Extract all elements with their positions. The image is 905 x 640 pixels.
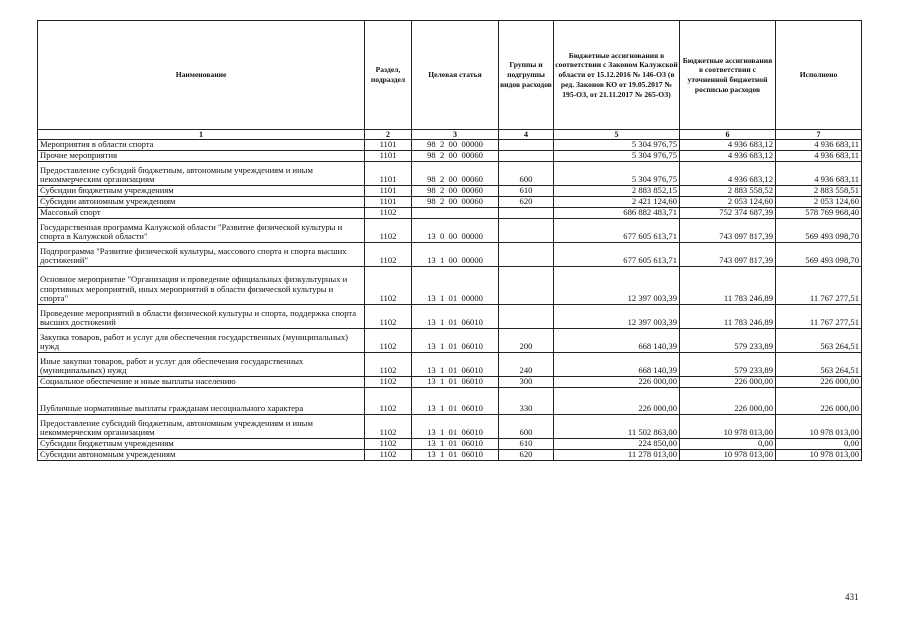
row-target: 13 1 00 00000: [412, 243, 499, 267]
row-refined-amount: 4 936 683,12: [680, 151, 776, 162]
table-row: [38, 151, 862, 162]
row-target: 13 1 01 06010: [412, 353, 499, 377]
row-executed-amount: 226 000,00: [776, 377, 862, 388]
row-group: [499, 140, 554, 151]
row-executed-amount: 2 883 558,51: [776, 186, 862, 197]
row-section: 1102: [365, 415, 412, 439]
row-law-amount: 2 883 852,15: [554, 186, 680, 197]
table-row: [38, 377, 862, 388]
row-name: Мероприятия в области спорта: [38, 140, 365, 151]
row-refined-amount: 11 783 246,89: [680, 267, 776, 305]
row-group: 620: [499, 197, 554, 208]
row-name: Субсидии бюджетным учреждениям: [38, 186, 365, 197]
row-name: Иные закупки товаров, работ и услуг для обеспечения государственных (муниципальных) нужд: [38, 353, 365, 377]
row-name: Субсидии автономным учреждениям: [38, 450, 365, 461]
row-group: 200: [499, 329, 554, 353]
table-row: [38, 243, 862, 267]
column-number-row: [38, 130, 862, 140]
row-executed-amount: 569 493 098,70: [776, 219, 862, 243]
row-section: 1102: [365, 208, 412, 219]
row-group: 610: [499, 186, 554, 197]
row-group: 600: [499, 162, 554, 186]
row-group: [499, 305, 554, 329]
row-executed-amount: 578 769 968,40: [776, 208, 862, 219]
row-section: 1102: [365, 353, 412, 377]
row-section: 1102: [365, 388, 412, 415]
row-refined-amount: 743 097 817,39: [680, 219, 776, 243]
row-target: 13 1 01 06010: [412, 329, 499, 353]
header-refined: Бюджетные ассигнования в соответствии с уточненной бюджетной росписью расходов: [680, 21, 776, 130]
header-law: Бюджетные ассигнования в соответствии с Законом Калужской области от 15.12.2016 № 146-ОЗ (в ред. Законов КО от 19.05.2017 № 195-ОЗ, от 21.11.2017 № 265-ОЗ): [554, 21, 680, 130]
row-name: Публичные нормативные выплаты гражданам несоциального характера: [38, 388, 365, 415]
row-section: 1102: [365, 329, 412, 353]
column-number: 2: [365, 130, 412, 140]
row-group: [499, 243, 554, 267]
row-name: Основное мероприятие "Организация и проведение официальных физкультурных и спортивных мероприятий, иных мероприятий в области физической культуры и спорта": [38, 267, 365, 305]
row-executed-amount: 10 978 013,00: [776, 415, 862, 439]
row-refined-amount: 4 936 683,12: [680, 140, 776, 151]
row-law-amount: 686 882 483,71: [554, 208, 680, 219]
row-section: 1102: [365, 377, 412, 388]
row-name: Закупка товаров, работ и услуг для обеспечения государственных (муниципальных) нужд: [38, 329, 365, 353]
row-name: Проведение мероприятий в области физической культуры и спорта, поддержка спорта высших достижений: [38, 305, 365, 329]
row-law-amount: 226 000,00: [554, 388, 680, 415]
row-target: 98 2 00 00060: [412, 162, 499, 186]
row-executed-amount: 563 264,51: [776, 353, 862, 377]
table-row: [38, 450, 862, 461]
page-number: 431: [845, 592, 859, 602]
column-number: 4: [499, 130, 554, 140]
header-name: Наименование: [38, 21, 365, 130]
row-target: 98 2 00 00060: [412, 197, 499, 208]
table-row: [38, 439, 862, 450]
column-number: 6: [680, 130, 776, 140]
row-name: Предоставление субсидий бюджетным, автономным учреждениям и иным некоммерческим организациям: [38, 415, 365, 439]
table-header-row: [38, 21, 862, 130]
row-law-amount: 668 140,39: [554, 329, 680, 353]
row-law-amount: 5 304 976,75: [554, 162, 680, 186]
row-name: Социальное обеспечение и иные выплаты населению: [38, 377, 365, 388]
row-law-amount: 226 000,00: [554, 377, 680, 388]
column-number: 1: [38, 130, 365, 140]
table-row: [38, 197, 862, 208]
row-refined-amount: 10 978 013,00: [680, 415, 776, 439]
row-executed-amount: 569 493 098,70: [776, 243, 862, 267]
row-group: [499, 151, 554, 162]
header-executed: Исполнено: [776, 21, 862, 130]
row-law-amount: 677 605 613,71: [554, 219, 680, 243]
row-section: 1101: [365, 197, 412, 208]
row-group: [499, 267, 554, 305]
table-row: [38, 162, 862, 186]
row-refined-amount: 579 233,89: [680, 329, 776, 353]
row-target: 13 1 01 06010: [412, 450, 499, 461]
table-row: [38, 208, 862, 219]
row-group: 240: [499, 353, 554, 377]
header-section: Раздел, подраздел: [365, 21, 412, 130]
row-section: 1101: [365, 162, 412, 186]
row-executed-amount: 4 936 683,11: [776, 151, 862, 162]
row-executed-amount: 2 053 124,60: [776, 197, 862, 208]
table-row: [38, 219, 862, 243]
row-refined-amount: 226 000,00: [680, 388, 776, 415]
row-refined-amount: 2 053 124,60: [680, 197, 776, 208]
row-refined-amount: 2 883 558,52: [680, 186, 776, 197]
row-executed-amount: 11 767 277,51: [776, 305, 862, 329]
row-executed-amount: 10 978 013,00: [776, 450, 862, 461]
table-row: [38, 267, 862, 305]
row-refined-amount: 11 783 246,89: [680, 305, 776, 329]
row-section: 1102: [365, 243, 412, 267]
row-refined-amount: 0,00: [680, 439, 776, 450]
row-section: 1101: [365, 186, 412, 197]
row-target: 13 1 01 06010: [412, 415, 499, 439]
table-row: [38, 186, 862, 197]
row-law-amount: 2 421 124,60: [554, 197, 680, 208]
row-law-amount: 12 397 003,39: [554, 267, 680, 305]
row-name: Подпрограмма "Развитие физической культуры, массового спорта и спорта высших достижений": [38, 243, 365, 267]
row-name: Массовый спорт: [38, 208, 365, 219]
row-target: 13 1 01 06010: [412, 388, 499, 415]
row-refined-amount: 226 000,00: [680, 377, 776, 388]
row-group: 330: [499, 388, 554, 415]
row-refined-amount: 579 233,89: [680, 353, 776, 377]
table-row: [38, 305, 862, 329]
row-section: 1102: [365, 267, 412, 305]
row-group: [499, 219, 554, 243]
row-law-amount: 5 304 976,75: [554, 140, 680, 151]
row-refined-amount: 10 978 013,00: [680, 450, 776, 461]
column-number: 3: [412, 130, 499, 140]
row-executed-amount: 563 264,51: [776, 329, 862, 353]
row-group: [499, 208, 554, 219]
budget-execution-table: [37, 20, 862, 461]
row-executed-amount: 11 767 277,51: [776, 267, 862, 305]
column-number: 5: [554, 130, 680, 140]
row-section: 1102: [365, 439, 412, 450]
row-law-amount: 668 140,39: [554, 353, 680, 377]
column-number: 7: [776, 130, 862, 140]
row-law-amount: 677 605 613,71: [554, 243, 680, 267]
row-law-amount: 12 397 003,39: [554, 305, 680, 329]
row-section: 1101: [365, 151, 412, 162]
row-law-amount: 5 304 976,75: [554, 151, 680, 162]
table-row: [38, 329, 862, 353]
row-executed-amount: 226 000,00: [776, 388, 862, 415]
row-target: [412, 208, 499, 219]
row-executed-amount: 0,00: [776, 439, 862, 450]
row-target: 98 2 00 00060: [412, 151, 499, 162]
row-name: Прочие мероприятия: [38, 151, 365, 162]
row-target: 13 1 01 06010: [412, 439, 499, 450]
row-name: Субсидии автономным учреждениям: [38, 197, 365, 208]
row-group: 600: [499, 415, 554, 439]
row-name: Предоставление субсидий бюджетным, автономным учреждениям и иным некоммерческим организациям: [38, 162, 365, 186]
row-law-amount: 11 502 863,00: [554, 415, 680, 439]
row-group: 610: [499, 439, 554, 450]
row-section: 1101: [365, 140, 412, 151]
table-row: [38, 140, 862, 151]
row-law-amount: 11 278 013,00: [554, 450, 680, 461]
row-refined-amount: 752 374 687,39: [680, 208, 776, 219]
table-row: [38, 415, 862, 439]
row-target: 13 1 01 06010: [412, 377, 499, 388]
row-law-amount: 224 850,00: [554, 439, 680, 450]
row-target: 13 0 00 00000: [412, 219, 499, 243]
row-group: 620: [499, 450, 554, 461]
table-row: [38, 353, 862, 377]
header-groups: Группы и подгруппы видов расходов: [499, 21, 554, 130]
row-refined-amount: 743 097 817,39: [680, 243, 776, 267]
row-executed-amount: 4 936 683,11: [776, 140, 862, 151]
row-name: Субсидии бюджетным учреждениям: [38, 439, 365, 450]
row-target: 13 1 01 00000: [412, 267, 499, 305]
row-target: 98 2 00 00060: [412, 186, 499, 197]
row-section: 1102: [365, 450, 412, 461]
table-row: [38, 388, 862, 415]
row-name: Государственная программа Калужской области "Развитие физической культуры и спорта в Калужской области": [38, 219, 365, 243]
row-section: 1102: [365, 305, 412, 329]
row-target: 13 1 01 06010: [412, 305, 499, 329]
row-executed-amount: 4 936 683,11: [776, 162, 862, 186]
row-group: 300: [499, 377, 554, 388]
row-section: 1102: [365, 219, 412, 243]
header-target: Целевая статья: [412, 21, 499, 130]
row-refined-amount: 4 936 683,12: [680, 162, 776, 186]
row-target: 98 2 00 00000: [412, 140, 499, 151]
